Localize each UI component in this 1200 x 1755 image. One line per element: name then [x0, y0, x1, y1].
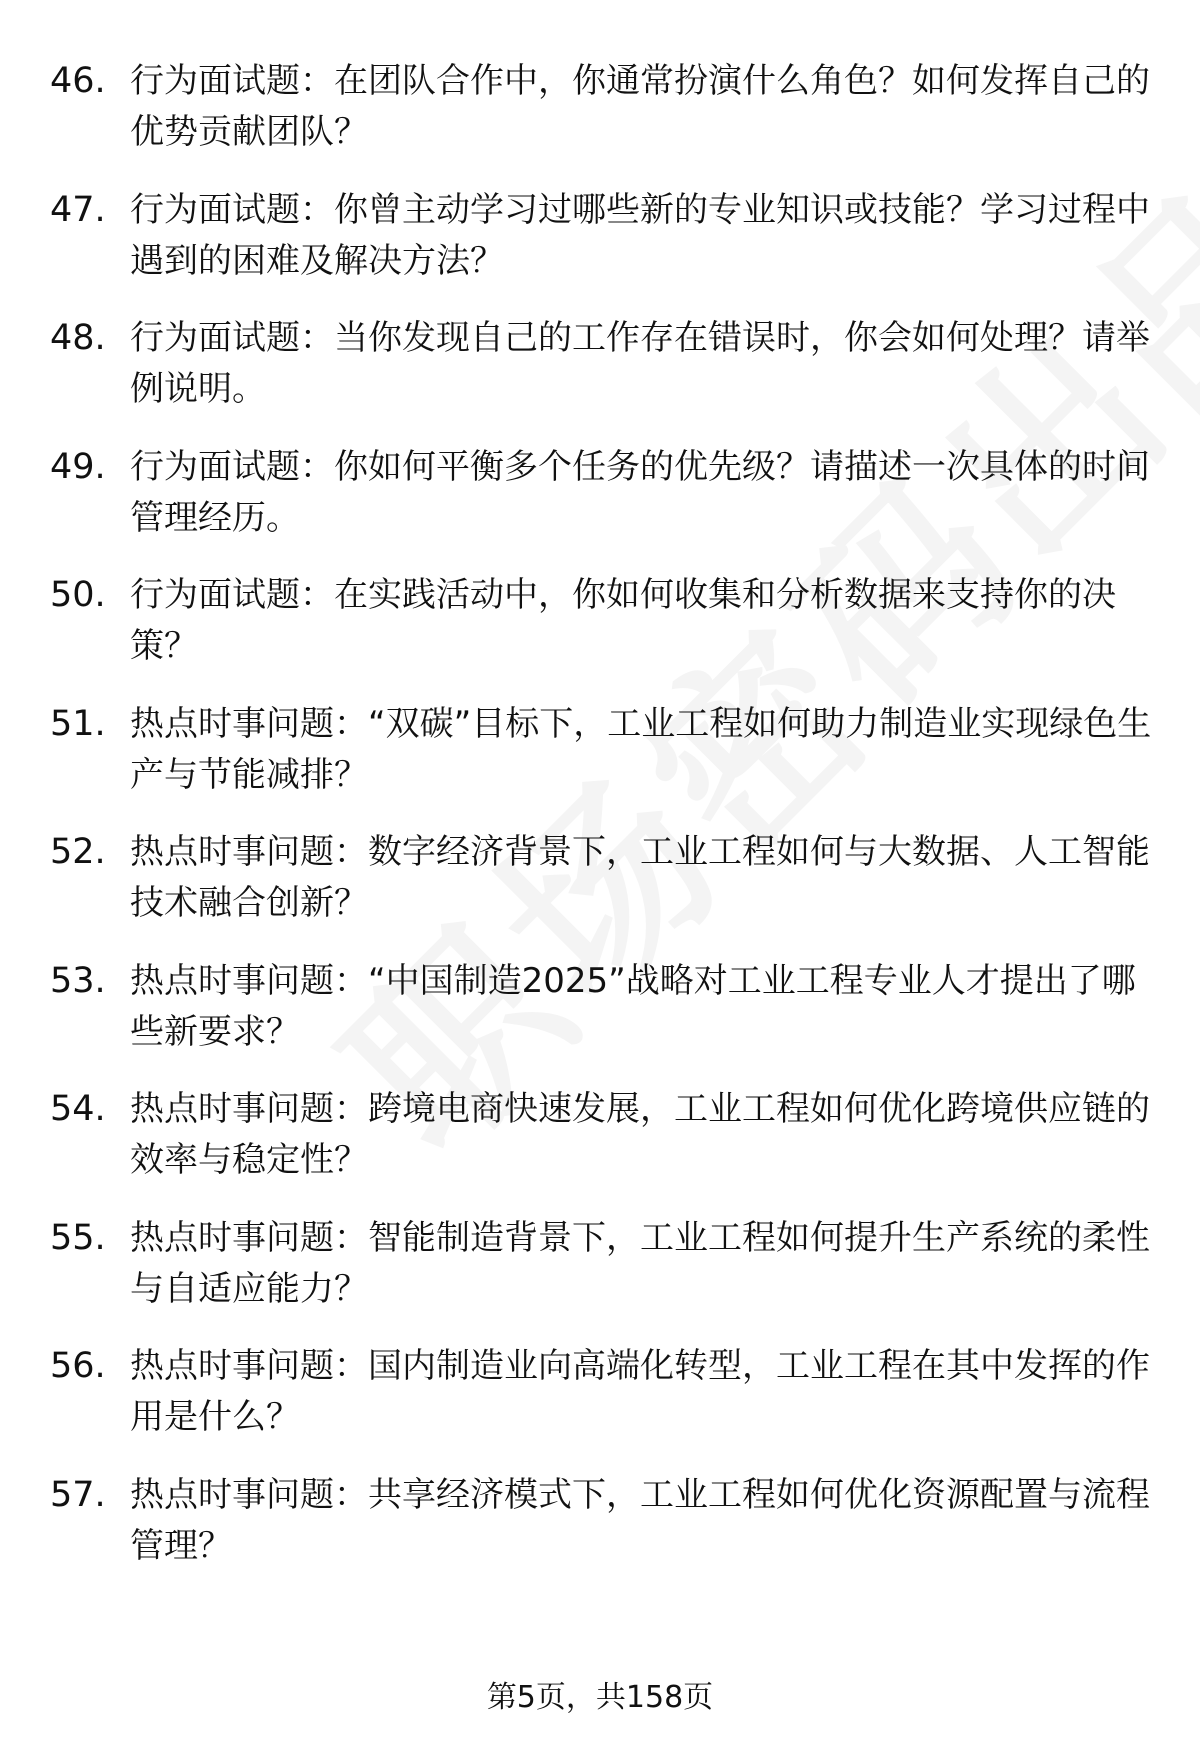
- page-number-label: 第5页，共158页: [486, 1680, 714, 1715]
- question-text: 行为面试题：在实践活动中，你如何收集和分析数据来支持你的决策？: [130, 575, 1116, 666]
- list-item: [0, 313, 1200, 442]
- question-text: 热点时事问题：“双碳”目标下，工业工程如何助力制造业实现绿色生产与节能减排？: [130, 703, 1152, 795]
- list-item: [0, 699, 1200, 828]
- question-number: 53.: [50, 960, 106, 1001]
- list-item: [0, 956, 1200, 1085]
- question-text: 热点时事问题：国内制造业向高端化转型，工业工程在其中发挥的作用是什么？: [130, 1346, 1150, 1437]
- question-number: 54.: [50, 1089, 106, 1129]
- question-number: 51.: [50, 703, 106, 744]
- question-number: 52.: [50, 832, 106, 872]
- question-text: 热点时事问题：共享经济模式下，工业工程如何优化资源配置与流程管理？: [130, 1474, 1150, 1566]
- list-item: [0, 1084, 1200, 1213]
- question-number: 49.: [50, 446, 106, 487]
- list-item: [0, 1341, 1200, 1470]
- list-item: [0, 1213, 1200, 1342]
- page-footer: [0, 1678, 1200, 1718]
- question-text: 热点时事问题：数字经济背景下，工业工程如何与大数据、人工智能技术融合创新？: [130, 832, 1150, 923]
- list-item: [0, 185, 1200, 314]
- question-text: 热点时事问题：跨境电商快速发展，工业工程如何优化跨境供应链的效率与稳定性？: [130, 1089, 1150, 1180]
- question-number: 46.: [50, 61, 106, 101]
- list-item: [0, 56, 1200, 185]
- list-item: [0, 570, 1200, 699]
- question-number: 48.: [50, 318, 106, 358]
- list-item: [0, 1470, 1200, 1599]
- question-number: 55.: [50, 1217, 106, 1258]
- question-number: 57.: [50, 1474, 106, 1515]
- question-text: 行为面试题：你曾主动学习过哪些新的专业知识或技能？学习过程中遇到的困难及解决方法？: [130, 189, 1150, 281]
- question-text: 行为面试题：在团队合作中，你通常扮演什么角色？如何发挥自己的优势贡献团队？: [130, 61, 1150, 152]
- question-text: 热点时事问题：智能制造背景下，工业工程如何提升生产系统的柔性与自适应能力？: [130, 1217, 1150, 1309]
- question-text: 行为面试题：当你发现自己的工作存在错误时，你会如何处理？请举例说明。: [130, 318, 1150, 409]
- question-number: 56.: [50, 1346, 106, 1386]
- question-list: [0, 56, 1200, 1598]
- question-number: 47.: [50, 189, 106, 230]
- list-item: [0, 827, 1200, 956]
- question-number: 50.: [50, 575, 106, 615]
- list-item: [0, 442, 1200, 571]
- question-text: 行为面试题：你如何平衡多个任务的优先级？请描述一次具体的时间管理经历。: [130, 446, 1150, 538]
- question-text: 热点时事问题：“中国制造2025”战略对工业工程专业人才提出了哪些新要求？: [130, 960, 1136, 1052]
